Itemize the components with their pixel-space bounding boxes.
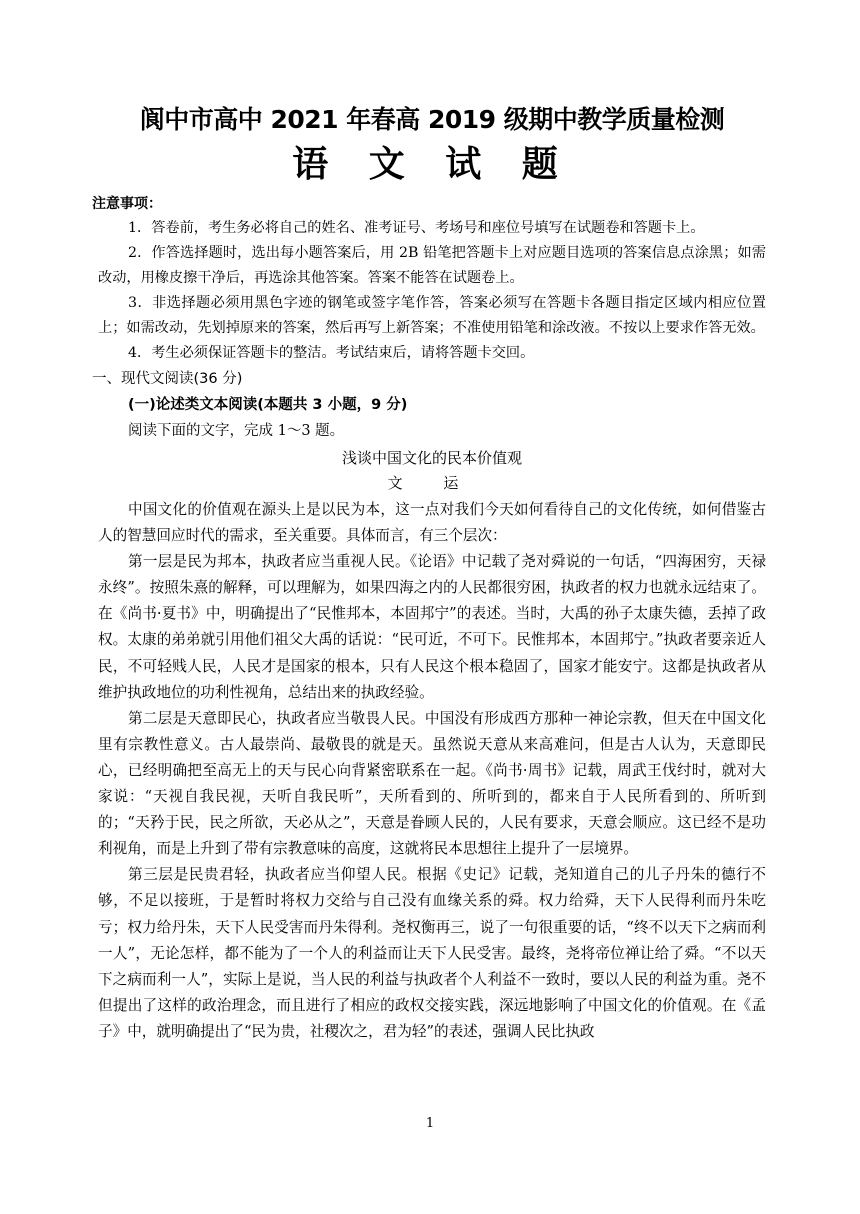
exam-title: 阆中市高中 2021 年春高 2019 级期中教学质量检测 [139, 105, 725, 134]
article-paragraph: 中国文化的价值观在源头上是以民为本，这一点对我们今天如何看待自己的文化传统，如何借鉴古人的智慧回应时代的需求，至关重要。具体而言，有三个层次： [98, 501, 766, 545]
note-item: 3．非选择题必须用黑色字迹的钢笔或签字笔作答，答案必须写在答题卡各题目指定区域内相应位置上；如需改动，先划掉原来的答案，然后再写上新答案；不准使用铅笔和涂改液。不按以上要求作答无效。 [98, 295, 766, 336]
note-item: 2．作答选择题时，选出每小题答案后，用 2B 铅笔把答题卡上对应题目选项的答案信息点涂黑；如需改动，用橡皮擦干净后，再选涂其他答案。答案不能答在试题卷上。 [98, 245, 766, 286]
exam-notes [92, 192, 766, 366]
article-author: 文 运 [387, 474, 477, 492]
reading-instruction: 阅读下面的文字，完成 1～3 题。 [128, 423, 345, 439]
article-title: 浅谈中国文化的民本价值观 [341, 449, 522, 467]
notes-heading: 注意事项： [92, 196, 162, 212]
article-paragraph: 第三层是民贵君轻，执政者应当仰望人民。根据《史记》记载，尧知道自己的儿子丹朱的德行不够，不足以接班，于是暂时将权力交给与自己没有血缘关系的舜。权力给舜，天下人民得利而丹朱吃亏；权力给丹朱，天下人民受害而丹朱得利。尧权衡再三，说了一句很重要的话，“终不以天下之病而利一人”，无论怎样，都不能为了一个人的利益而让天下人民受害。最终，尧将帝位禅让给了舜。“不以天下之病而利一人”，实际上是说，当人民的利益与执政者个人利益不一致时，要以人民的利益为重。尧不但提出了这样的政治理念，而且进行了相应的政权交接实践，深远地影响了中国文化的价值观。在《孟子》中，就明确提出了“民为贵，社稷次之，君为轻”的表述，强调人民比执政 [98, 866, 766, 1040]
sub-section-heading-text: (一)论述类文本阅读(本题共 3 小题，9 分) [128, 397, 408, 413]
note-item: 1．答卷前，考生务必将自己的姓名、准考证号、考场号和座位号填写在试题卷和答题卡上。 [128, 220, 705, 236]
note-item: 4．考生必须保证答题卡的整洁。考试结束后，请将答题卡交回。 [128, 345, 535, 361]
page-number: 1 [425, 1116, 435, 1131]
article-paragraph: 第一层是民为邦本，执政者应当重视人民。《论语》中记载了尧对舜说的一句话，“四海困穷，天禄永终”。按照朱熹的解释，可以理解为，如果四海之内的人民都很穷困，执政者的权力也就永远结束了。在《尚书·夏书》中，明确提出了“民惟邦本，本固邦宁”的表述。当时，大禹的孙子太康失德，丢掉了政权。太康的弟弟就引用他们祖父大禹的话说：“民可近，不可下。民惟邦本，本固邦宁。”执政者要亲近人民，不可轻贱人民，人民才是国家的根本，只有人民这个根本稳固了，国家才能安宁。这都是执政者从维护执政地位的功利性视角，总结出来的执政经验。 [98, 553, 766, 701]
article-body [98, 497, 766, 1045]
sub-section-heading [98, 392, 766, 418]
subject-title: 语 文 试 题 [292, 144, 572, 185]
section-heading: 一、现代文阅读(36 分) [92, 371, 243, 387]
exam-page [92, 100, 766, 1045]
article-paragraph: 第二层是天意即民心，执政者应当敬畏人民。中国没有形成西方那种一神论宗教，但天在中国文化里有宗教性意义。古人最崇尚、最敬畏的就是天。虽然说天意从来高难问，但是古人认为，天意即民心，已经明确把至高无上的天与民心向背紧密联系在一起。《尚书·周书》记载，周武王伐纣时，就对大家说：“天视自我民视，天听自我民听”，天所看到的、所听到的，都来自于人民所看到的、所听到的；“天矜于民，民之所欲，天必从之”，天意是眷顾人民的，人民有要求，天意会顺应。这已经不是功利视角，而是上升到了带有宗教意味的高度，这就将民本思想往上提升了一层境界。 [98, 709, 766, 858]
